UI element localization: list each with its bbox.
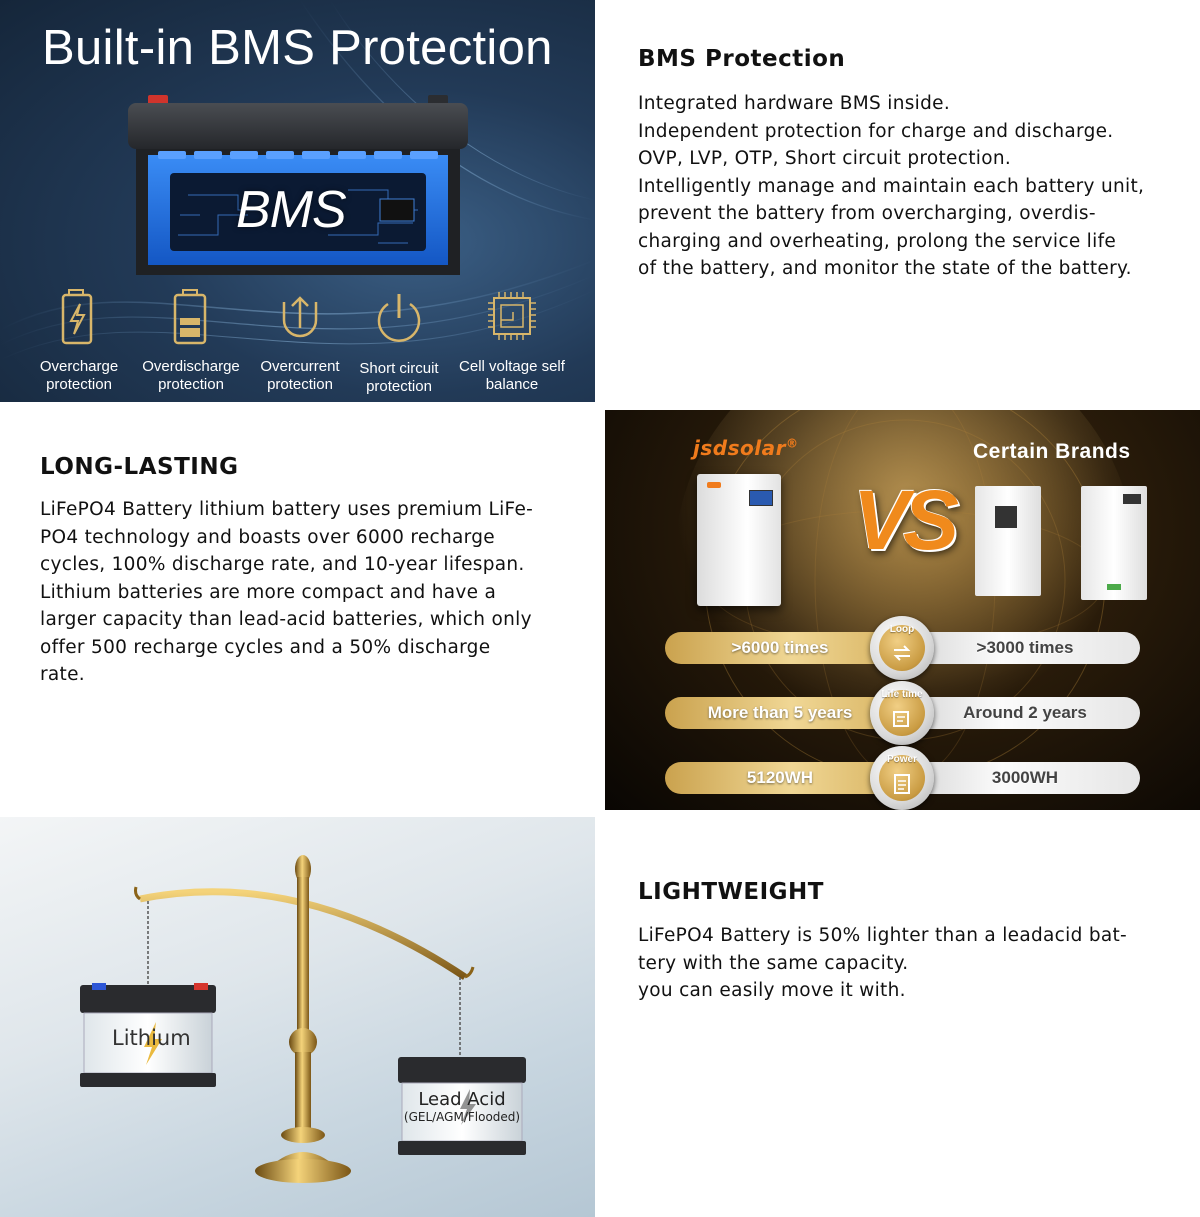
- lithium-label: Lithium: [112, 1026, 191, 1050]
- body-line: tery with the same capacity.: [638, 952, 909, 974]
- feature-label: Overcurrent: [260, 358, 340, 375]
- feature-overdischarge: [131, 288, 251, 394]
- body-line: charging and overheating, prolong the service life: [638, 230, 1117, 252]
- competitor-battery-1: [975, 486, 1041, 596]
- brand-name: jsdsolar: [693, 436, 786, 460]
- body-line: prevent the battery from overcharging, overdis-: [638, 203, 1096, 224]
- bms-chip-label: BMS: [236, 181, 346, 239]
- battery-charge-icon: [59, 288, 99, 348]
- body-line: Independent protection for charge and discharge.: [638, 120, 1114, 142]
- jsdsolar-logo: [693, 436, 798, 460]
- balance-scale-illustration: [0, 817, 595, 1217]
- body-line: Intelligently manage and maintain each battery unit,: [638, 175, 1145, 197]
- body-line: LiFePO4 Battery lithium battery uses premium LiFe-: [40, 499, 534, 520]
- body-line: Lithium batteries are more compact and have a: [40, 581, 497, 603]
- bms-protection-image: [0, 0, 595, 402]
- lightweight-heading: LIGHTWEIGHT: [638, 879, 824, 905]
- body-line: offer 500 recharge cycles and a 50% discharge: [40, 636, 491, 658]
- feature-label: Cell voltage self: [459, 358, 565, 375]
- lead-acid-sublabel: (GEL/AGM/Flooded): [403, 1110, 521, 1124]
- loop-badge: [870, 616, 934, 680]
- lifetime-badge: [870, 681, 934, 745]
- body-line: PO4 technology and boasts over 6000 recharge: [40, 526, 495, 548]
- body-line: cycles, 100% discharge rate, and 10-year lifespan.: [40, 554, 525, 575]
- body-line: rate.: [40, 664, 85, 685]
- long-lasting-section: [40, 454, 533, 689]
- feature-cell-balance: [452, 288, 572, 394]
- feature-label: protection: [267, 376, 333, 393]
- body-line: of the battery, and monitor the state of the battery.: [638, 258, 1132, 279]
- badge-label: Life time: [881, 689, 923, 700]
- feature-overcharge: [19, 288, 139, 394]
- feature-label: protection: [366, 378, 432, 395]
- their-lifetime-value: Around 2 years: [910, 697, 1140, 729]
- battery-discharge-icon: [171, 288, 211, 348]
- long-lasting-heading: LONG-LASTING: [40, 454, 239, 480]
- document-icon: [891, 773, 913, 795]
- power-icon: [374, 288, 424, 350]
- body-line: you can easily move it with.: [638, 980, 906, 1001]
- feature-label: protection: [46, 376, 112, 393]
- feature-short-circuit: [339, 288, 459, 396]
- competitor-battery-2: [1081, 486, 1147, 600]
- our-lifetime-value: More than 5 years: [665, 697, 895, 729]
- badge-label: Loop: [889, 624, 915, 635]
- their-power-value: 3000WH: [910, 762, 1140, 794]
- overcurrent-arrow-icon: [278, 288, 322, 348]
- vs-label: VS: [853, 473, 954, 567]
- chip-icon: [485, 288, 539, 348]
- bms-text-section: [638, 46, 1144, 283]
- feature-label: Short circuit: [359, 360, 439, 377]
- competitor-title: Certain Brands: [973, 440, 1131, 463]
- our-power-value: 5120WH: [665, 762, 895, 794]
- body-line: Integrated hardware BMS inside.: [638, 93, 951, 114]
- feature-label: protection: [158, 376, 224, 393]
- feature-label: Overdischarge: [142, 358, 240, 375]
- feature-label: balance: [485, 376, 539, 393]
- calendar-icon: [891, 709, 913, 729]
- lightweight-section: [638, 879, 1127, 1005]
- feature-label: Overcharge: [39, 358, 119, 375]
- their-loop-value: >3000 times: [910, 632, 1140, 664]
- body-line: LiFePO4 Battery is 50% lighter than a leadacid bat-: [638, 925, 1128, 946]
- registered-mark: ®: [785, 436, 799, 451]
- comparison-image: [605, 410, 1200, 810]
- bms-banner-title: Built-in BMS Protection: [42, 21, 553, 75]
- lead-acid-label: Lead Acid: [418, 1089, 506, 1110]
- weight-scale-image: [0, 817, 595, 1217]
- our-loop-value: >6000 times: [665, 632, 895, 664]
- body-line: OVP, LVP, OTP, Short circuit protection.: [638, 148, 1012, 169]
- badge-label: Power: [886, 754, 917, 765]
- jsdsolar-battery-product: [697, 474, 781, 606]
- body-line: larger capacity than lead-acid batteries, which only: [40, 609, 532, 630]
- power-badge: [870, 746, 934, 810]
- bms-heading: BMS Protection: [638, 46, 846, 72]
- loop-arrows-icon: [891, 644, 913, 662]
